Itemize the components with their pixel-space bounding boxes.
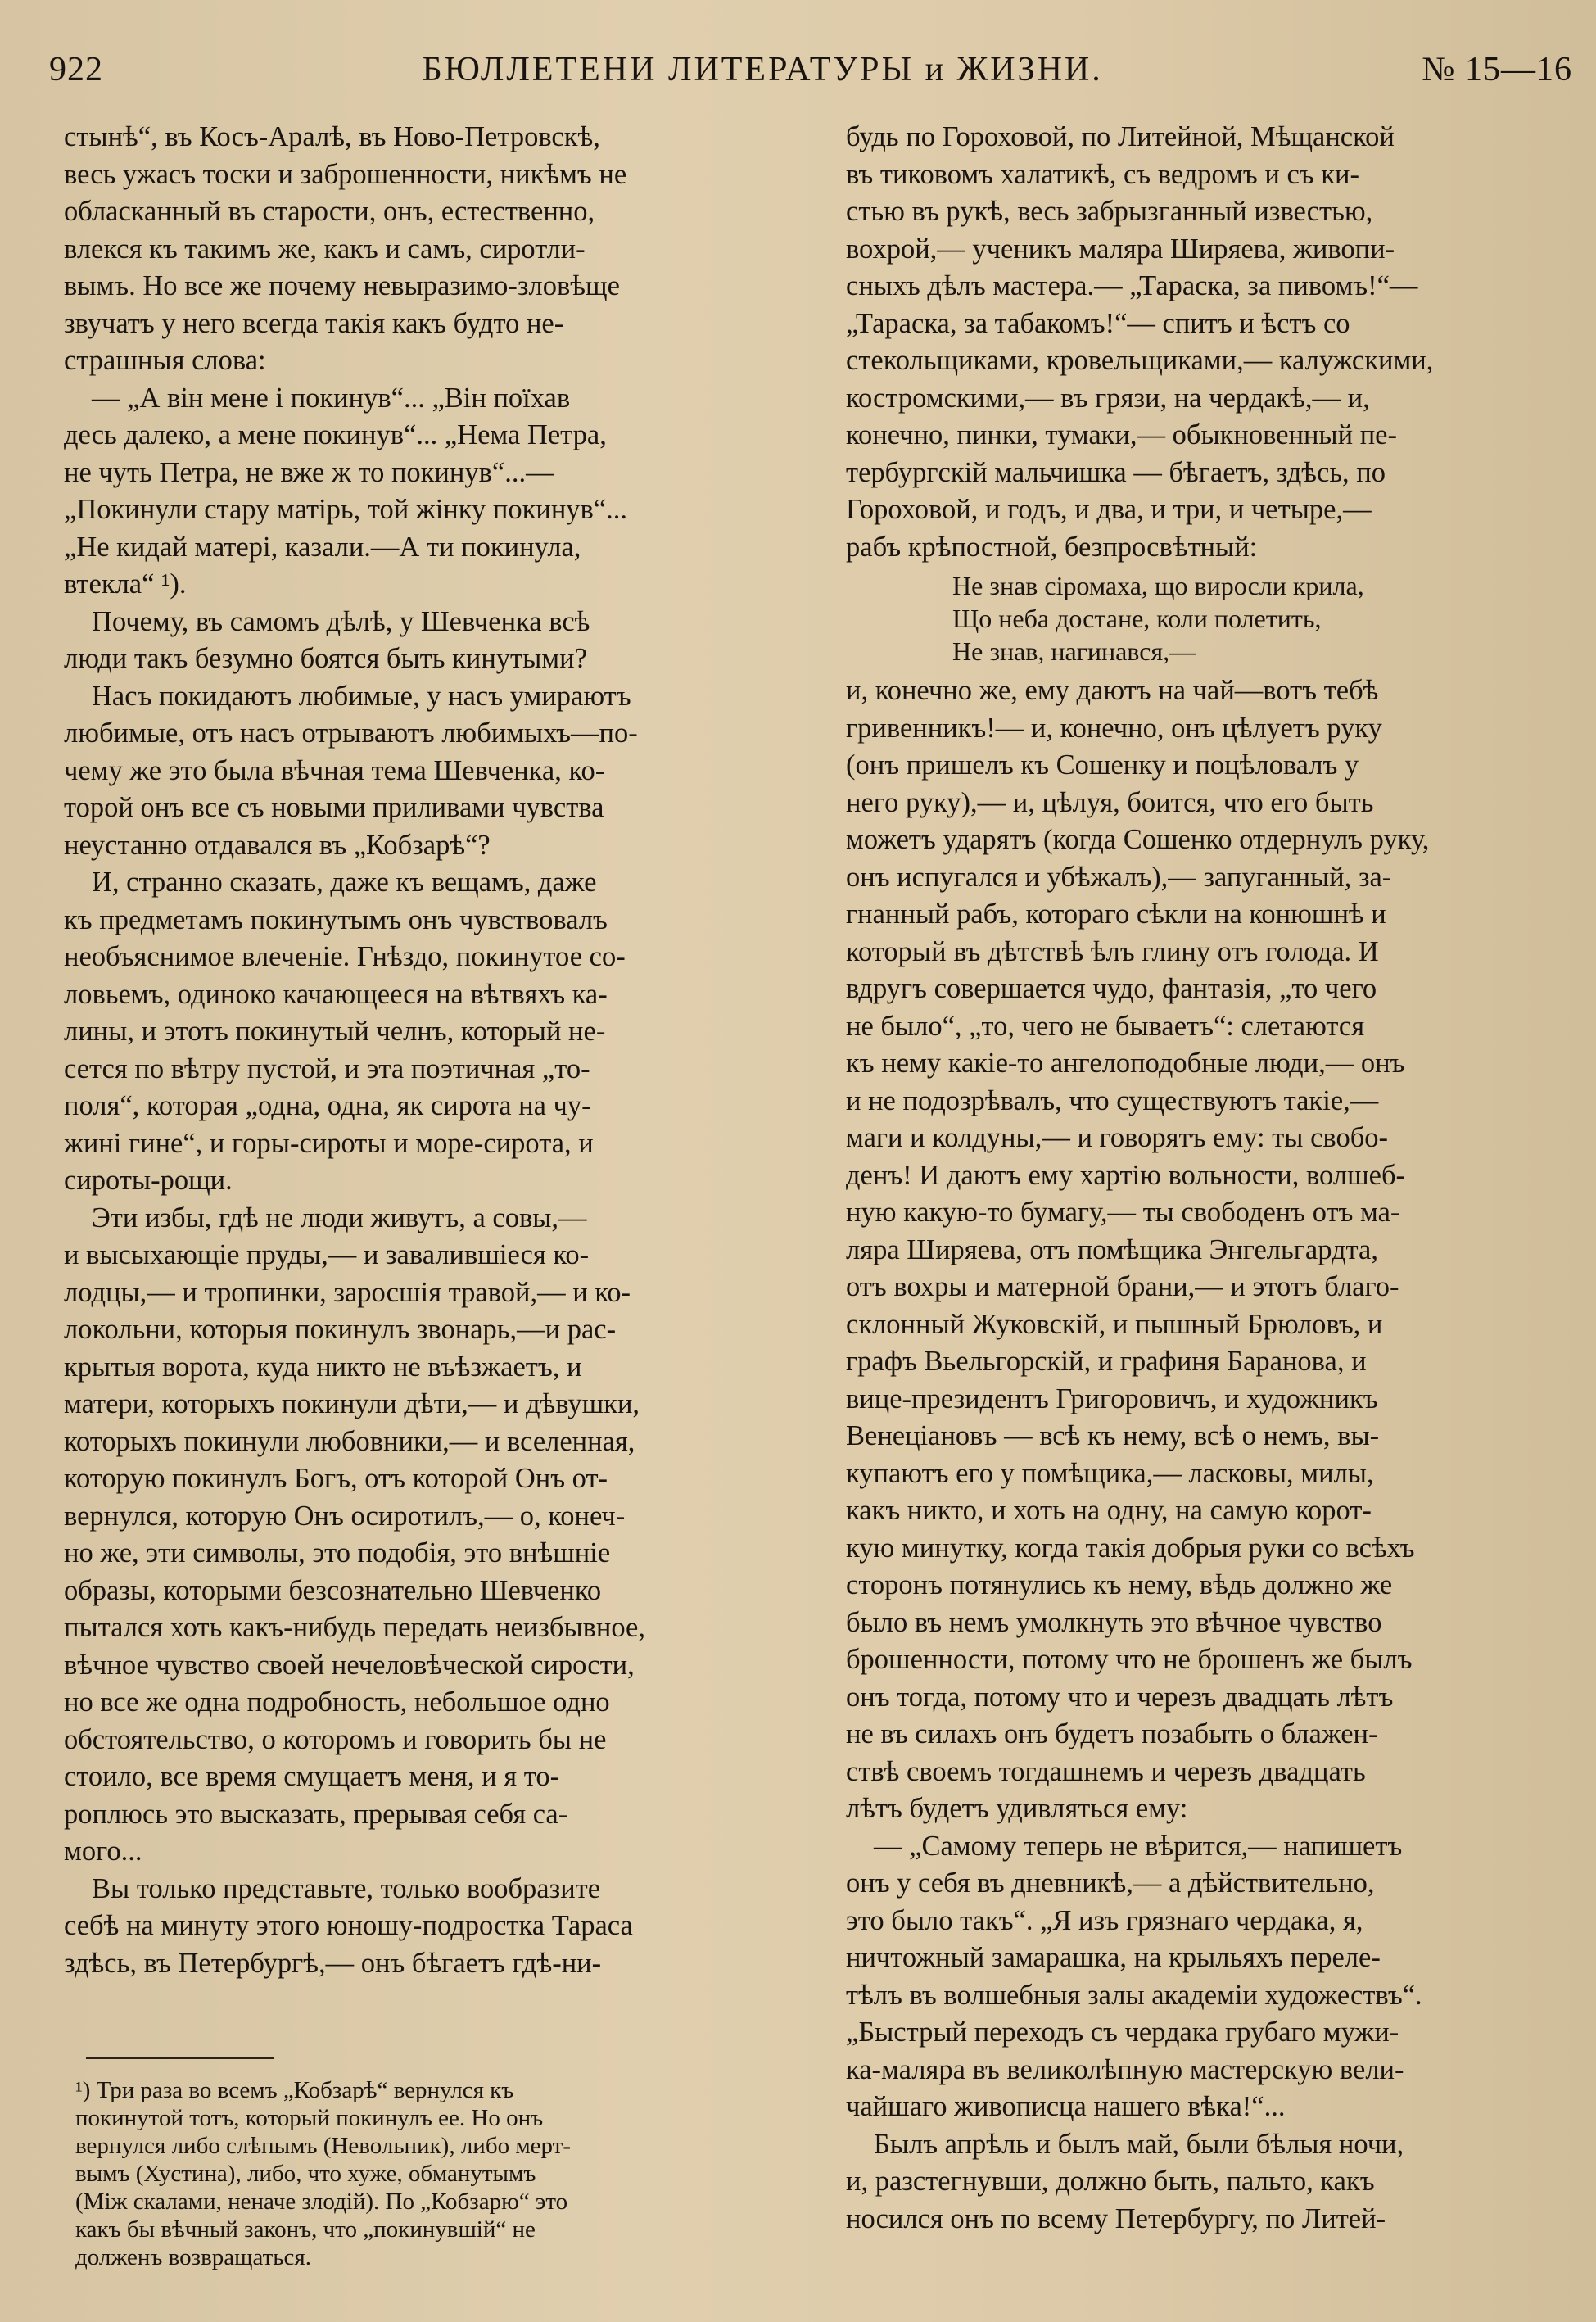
quote-paragraph: — „Самому теперь не вѣрится,— напишетъ онъ у себя въ дневникѣ,— а дѣйствительно, это было такъ“. „Я изъ грязнаго чердака, я, ничтожный замарашка, на крыльяхъ переле- тѣлъ въ волшебныя залы академіи художествъ“. „Быстрый переходъ съ чердака грубаго мужи- ка-маляра въ великолѣпную мастерскую вели- чайшаго живописца нашего вѣка!“... (846, 1830, 1422, 2122)
footnote-divider (86, 2057, 274, 2059)
paragraph: Насъ покидаютъ любимые, у насъ умираютъ любимые, отъ насъ отрываютъ любимыхъ—по- чему же это была вѣчная тема Шевченка, ко- торой онъ все съ новыми приливами чувства неустанно отдавался въ „Кобзарѣ“? (64, 680, 638, 861)
paragraph: и, конечно же, ему даютъ на чай—вотъ тебѣ гривенникъ!— и, конечно, онъ цѣлуетъ руку (онъ пришелъ къ Сошенку и поцѣловалъ у него руку),— и, цѣлуя, боится, что его быть можетъ ударятъ (когда Сошенко отдернулъ руку, онъ испугался и убѣжалъ),— запуганный, за- гнанный рабъ, котораго сѣкли на конюшнѣ и который въ дѣтствѣ ѣлъ глину отъ голода. И вдругъ совершается чудо, фантазія, „то чего не было“, „то, чего не бываетъ“: слетаются къ нему какіе-то ангелоподобные люди,— онъ и не подозрѣвалъ, что существуютъ такіе,— маги и колдуны,— и говорятъ ему: ты свобо- денъ! И даютъ ему хартію вольности, волшеб- ную какую-то бумагу,— ты свободенъ отъ ма- ляра Ширяева, отъ помѣщика Энгельгардта, отъ вохры и матерной брани,— и этотъ благо- склонный Жуковскій, и пышный Брюловъ, и графъ Вьельгорскій, и графиня Баранова, и вице-президентъ Григоровичъ, и художникъ Венеціановъ — всѣ къ нему, всѣ о немъ, вы- купаютъ его у помѣщика,— ласковы, милы, какъ никто, и хоть на одну, на самую корот- кую минутку, когда такія добрыя руки со всѣхъ сторонъ потянулись къ нему, вѣдь должно же было въ немъ умолкнуть это вѣчное чувство брошенности, потому что не брошенъ же былъ онъ тогда, потому что и черезъ двадцать лѣтъ не въ силахъ онъ будетъ позабыть о блажен- ствѣ своемъ тогдашнемъ и черезъ двадцать лѣтъ будетъ удивляться ему: (846, 675, 1430, 1824)
paragraph: Былъ апрѣль и былъ май, были бѣлыя ночи, и, разстегнувши, должно быть, пальто, какъ носился онъ по всему Петербургу, по Литей- (846, 2128, 1404, 2234)
footnote: ¹) Три раза во всемъ „Кобзарѣ“ вернулся къ покинутой тотъ, который покинулъ ее. Но онъ вернулся либо слѣпымъ (Невольник), либо мерт- вымъ (Хустина), либо, что хуже, обманутымъ (Між скалами, неначе злодій). По „Кобзарю“ это какъ бы вѣчный законъ, что „покинувшій“ не долженъ возвращаться. (75, 2077, 571, 2270)
verse-quote: Не знав сіромаха, що виросли крила, Що неба достане, коли полетить, Не знав, нагинався,— (952, 571, 1364, 666)
paragraph: Почему, въ самомъ дѣлѣ, у Шевченка всѣ люди такъ безумно боятся быть кинутыми? (64, 605, 590, 674)
paragraph: будь по Гороховой, по Литейной, Мѣщанской въ тиковомъ халатикѣ, съ ведромъ и съ ки- стью въ рукѣ, весь забрызганный известью, вохрой,— ученикъ маляра Ширяева, живопи- сныхъ дѣлъ мастера.— „Тараска, за пивомъ!“— „Тараска, за табакомъ!“— спитъ и ѣстъ со стекольщиками, кровельщиками,— калужскими, костромскими,— въ грязи, на чердакѣ,— и, конечно, пинки, тумаки,— обыкновенный пе- тербургскій мальчишка — бѣгаетъ, здѣсь, по Гороховой, и годъ, и два, и три, и четыре,— рабъ крѣпостной, безпросвѣтный: (846, 121, 1434, 563)
paragraph: стынѣ“, въ Косъ-Аралѣ, въ Ново-Петровскѣ, весь ужасъ тоски и заброшенности, никѣмъ не обласканный въ старости, онъ, естественно, влекся къ такимъ же, какъ и самъ, сиротли- вымъ. Но все же почему невыразимо-зловѣще звучатъ у него всегда такія какъ будто не- страшныя слова: (64, 121, 627, 376)
issue-number: № 15—16 (1422, 51, 1572, 88)
page-header (49, 33, 1572, 106)
journal-title: БЮЛЛЕТЕНИ ЛИТЕРАТУРЫ и ЖИЗНИ. (422, 51, 1103, 88)
left-column (64, 119, 793, 1982)
page-number: 922 (49, 51, 103, 88)
right-column (846, 119, 1573, 2238)
paragraph: Вы только представьте, только вообразите себѣ на минуту этого юношу-подростка Тараса здѣсь, въ Петербургѣ,— онъ бѣгаетъ гдѣ-ни- (64, 1872, 633, 1979)
paragraph: Эти избы, гдѣ не люди живутъ, а совы,— и высыхающіе пруды,— и завалившіеся ко- лодцы,— и тропинки, заросшія травой,— и ко- локольни, которыя покинулъ звонарь,—и рас- крытыя ворота, куда никто не въѣзжаетъ, и матери, которыхъ покинули дѣти,— и дѣвушки, которыхъ покинули любовники,— и вселенная, которую покинулъ Богъ, отъ которой Онъ от- вернулся, которую Онъ осиротилъ,— о, конеч- но же, эти символы, это подобія, это внѣшніе образы, которыми безсознательно Шевченко пытался хоть какъ-нибудь передать неизбывное, вѣчное чувство своей нечеловѣческой сирости, но все же одна подробность, небольшое одно обстоятельство, о которомъ и говорить бы не стоило, все время смущаетъ меня, и я то- роплюсь это высказать, прерывая себя са- мого... (64, 1202, 645, 1867)
quote-paragraph: — „А він мене і покинув“... „Він поїхав десь далеко, а мене покинув“... „Нема Петра, не чуть Петра, не вже ж то покинув“...— „Покинули стару матірь, той жінку покинув“... „Не кидай матері, казали.—А ти покинула, втекла“ ¹). (64, 382, 628, 600)
paragraph: И, странно сказать, даже къ вещамъ, даже къ предметамъ покинутымъ онъ чувствовалъ необъяснимое влеченіе. Гнѣздо, покинутое со- ловьемъ, одиноко качающееся на вѣтвяхъ ка- лины, и этотъ покинутый челнъ, который не- сется по вѣтру пустой, и эта поэтичная „то- поля“, которая „одна, одна, як сирота на чу- жині гине“, и горы-сироты и море-сирота, и сироты-рощи. (64, 867, 626, 1196)
